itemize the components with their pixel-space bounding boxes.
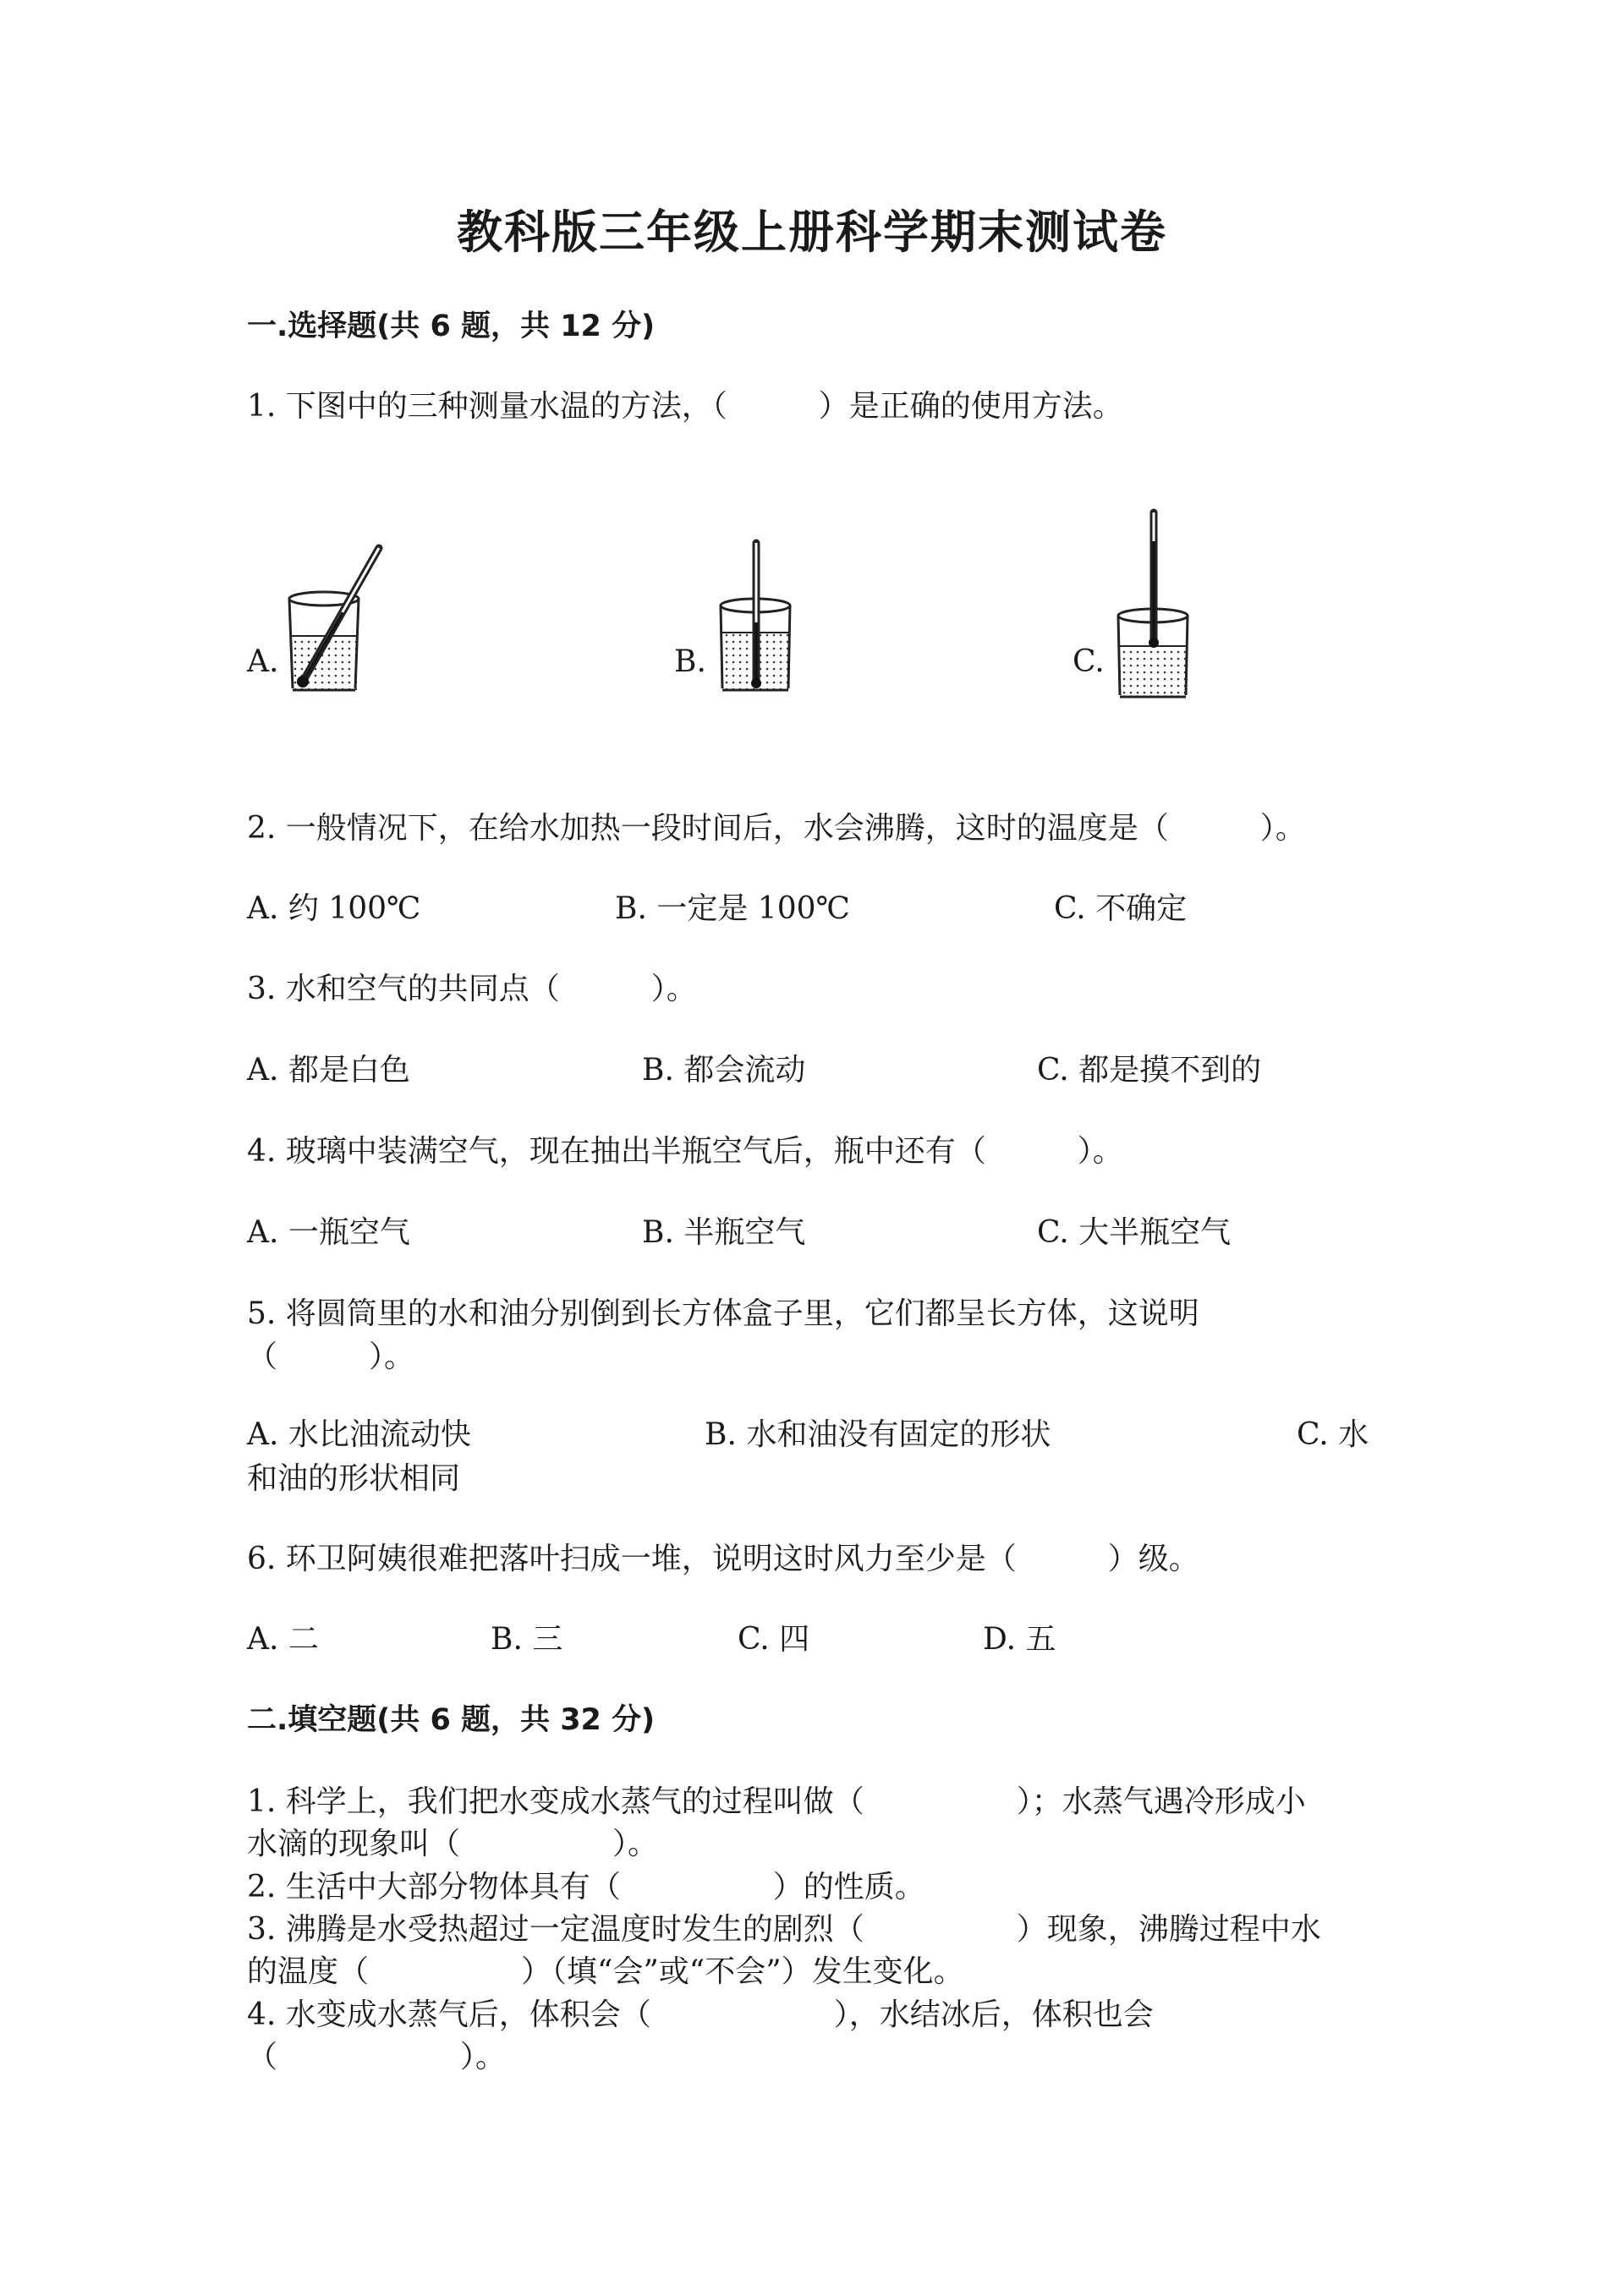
fill-in-3-line1: 3. 沸腾是水受热超过一定温度时发生的剧烈（ ）现象，沸腾过程中水 — [247, 1912, 1321, 1947]
q6-option-b: B. 三 — [491, 1622, 563, 1657]
question-5-stem: 5. 将圆筒里的水和油分别倒到长方体盒子里，它们都呈长方体，这说明 — [247, 1296, 1199, 1331]
fill-in-2-line1: 2. 生活中大部分物体具有（ ）的性质。 — [247, 1870, 925, 1904]
page-title: 教科版三年级上册科学期末测试卷 — [457, 205, 1167, 259]
fill-in-1-line2: 水滴的现象叫（ ）。 — [247, 1827, 659, 1861]
thermometer-raised-icon — [1108, 507, 1210, 710]
q2-option-c: C. 不确定 — [1054, 891, 1188, 926]
q3-option-c: C. 都是摸不到的 — [1037, 1053, 1262, 1088]
q3-option-a: A. 都是白色 — [247, 1053, 410, 1088]
section-1-heading: 一.选择题(共 6 题，共 12 分) — [247, 310, 656, 343]
q6-option-a: A. 二 — [247, 1622, 319, 1657]
q1-figure-label-a: A. — [247, 644, 279, 679]
question-4-stem: 4. 玻璃中装满空气，现在抽出半瓶空气后，瓶中还有（ ）。 — [247, 1134, 1123, 1169]
q2-option-a: A. 约 100℃ — [247, 891, 421, 926]
thermometer-tilted-icon — [279, 538, 398, 707]
q4-option-a: A. 一瓶空气 — [247, 1215, 410, 1250]
fill-in-4-line1: 4. 水变成水蒸气后，体积会（ ），水结冰后，体积也会 — [247, 1997, 1154, 2032]
question-2-stem: 2. 一般情况下，在给水加热一段时间后，水会沸腾，这时的温度是（ ）。 — [247, 811, 1306, 846]
question-5-stem-cont: （ ）。 — [247, 1340, 415, 1374]
fill-in-3-line2: 的温度（ ）（填“会”或“不会”）发生变化。 — [247, 1954, 964, 1989]
q5-option-b: B. 水和油没有固定的形状 — [705, 1417, 1051, 1452]
section-2-heading: 二.填空题(共 6 题，共 32 分) — [247, 1703, 656, 1737]
fill-in-1-line1: 1. 科学上，我们把水变成水蒸气的过程叫做（ ）；水蒸气遇冷形成小 — [247, 1784, 1306, 1819]
question-3-stem: 3. 水和空气的共同点（ ）。 — [247, 972, 697, 1006]
q6-option-d: D. 五 — [983, 1622, 1056, 1657]
q2-option-b: B. 一定是 100℃ — [615, 891, 850, 926]
q5-option-c: C. 水 — [1297, 1417, 1369, 1452]
q5-option-a: A. 水比油流动快 — [247, 1417, 471, 1452]
fill-in-4-line2: （ ）。 — [247, 2040, 507, 2074]
question-6-stem: 6. 环卫阿姨很难把落叶扫成一堆，说明这时风力至少是（ ）级。 — [247, 1542, 1199, 1576]
q4-option-b: B. 半瓶空气 — [642, 1215, 806, 1250]
thermometer-centered-icon — [710, 538, 812, 707]
q6-option-c: C. 四 — [738, 1622, 810, 1657]
q1-figure-label-b: B. — [674, 644, 706, 679]
q5-option-c-cont: 和油的形状相同 — [247, 1461, 461, 1496]
q4-option-c: C. 大半瓶空气 — [1037, 1215, 1232, 1250]
question-1-stem: 1. 下图中的三种测量水温的方法，（ ）是正确的使用方法。 — [247, 389, 1123, 424]
q3-option-b: B. 都会流动 — [642, 1053, 806, 1088]
q1-figure-label-c: C. — [1073, 644, 1105, 679]
